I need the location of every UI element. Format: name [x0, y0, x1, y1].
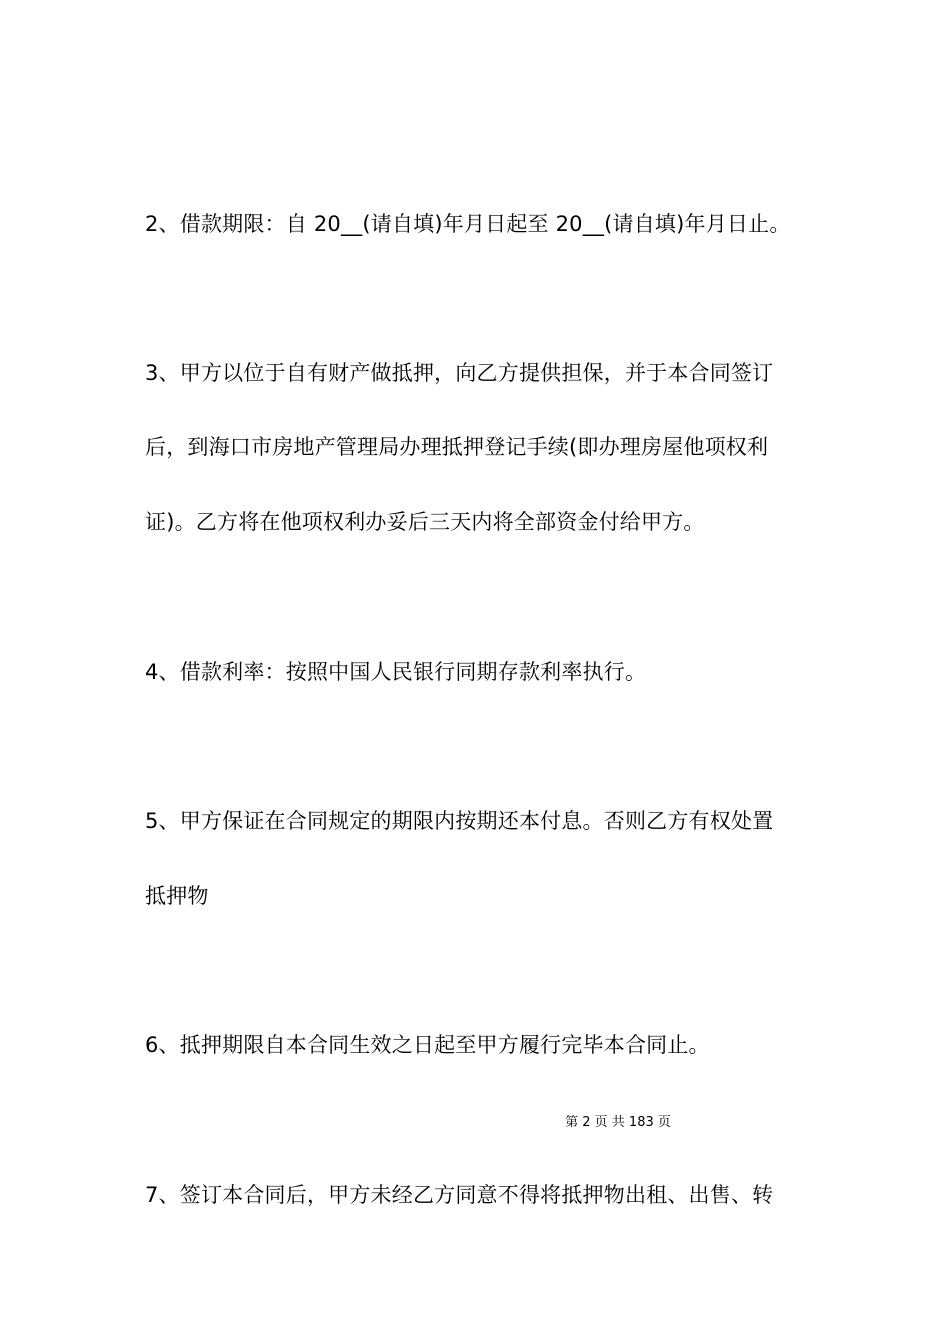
clause-3-line-2: 后，到海口市房地产管理局办理抵押登记手续(即办理房屋他项权利: [145, 435, 769, 459]
clause-5-line-2: 抵押物: [145, 884, 209, 908]
clause-2-line-1: 2、借款期限：自 20__(请自填)年月日起至 20__(请自填)年月日止。: [145, 212, 791, 236]
page-number: 第 2 页 共 183 页: [565, 1115, 671, 1130]
clause-4-line-1: 4、借款利率：按照中国人民银行同期存款利率执行。: [145, 660, 647, 684]
clause-6-line-1: 6、抵押期限自本合同生效之日起至甲方履行完毕本合同止。: [145, 1033, 710, 1057]
clause-3-line-1: 3、甲方以位于自有财产做抵押，向乙方提供担保，并于本合同签订: [145, 361, 774, 385]
clause-5-line-1: 5、甲方保证在合同规定的期限内按期还本付息。否则乙方有权处置: [145, 809, 774, 833]
clause-3-line-3: 证)。乙方将在他项权利办妥后三天内将全部资金付给甲方。: [145, 510, 705, 534]
clause-7-line-1: 7、签订本合同后，甲方未经乙方同意不得将抵押物出租、出售、转: [145, 1183, 774, 1207]
